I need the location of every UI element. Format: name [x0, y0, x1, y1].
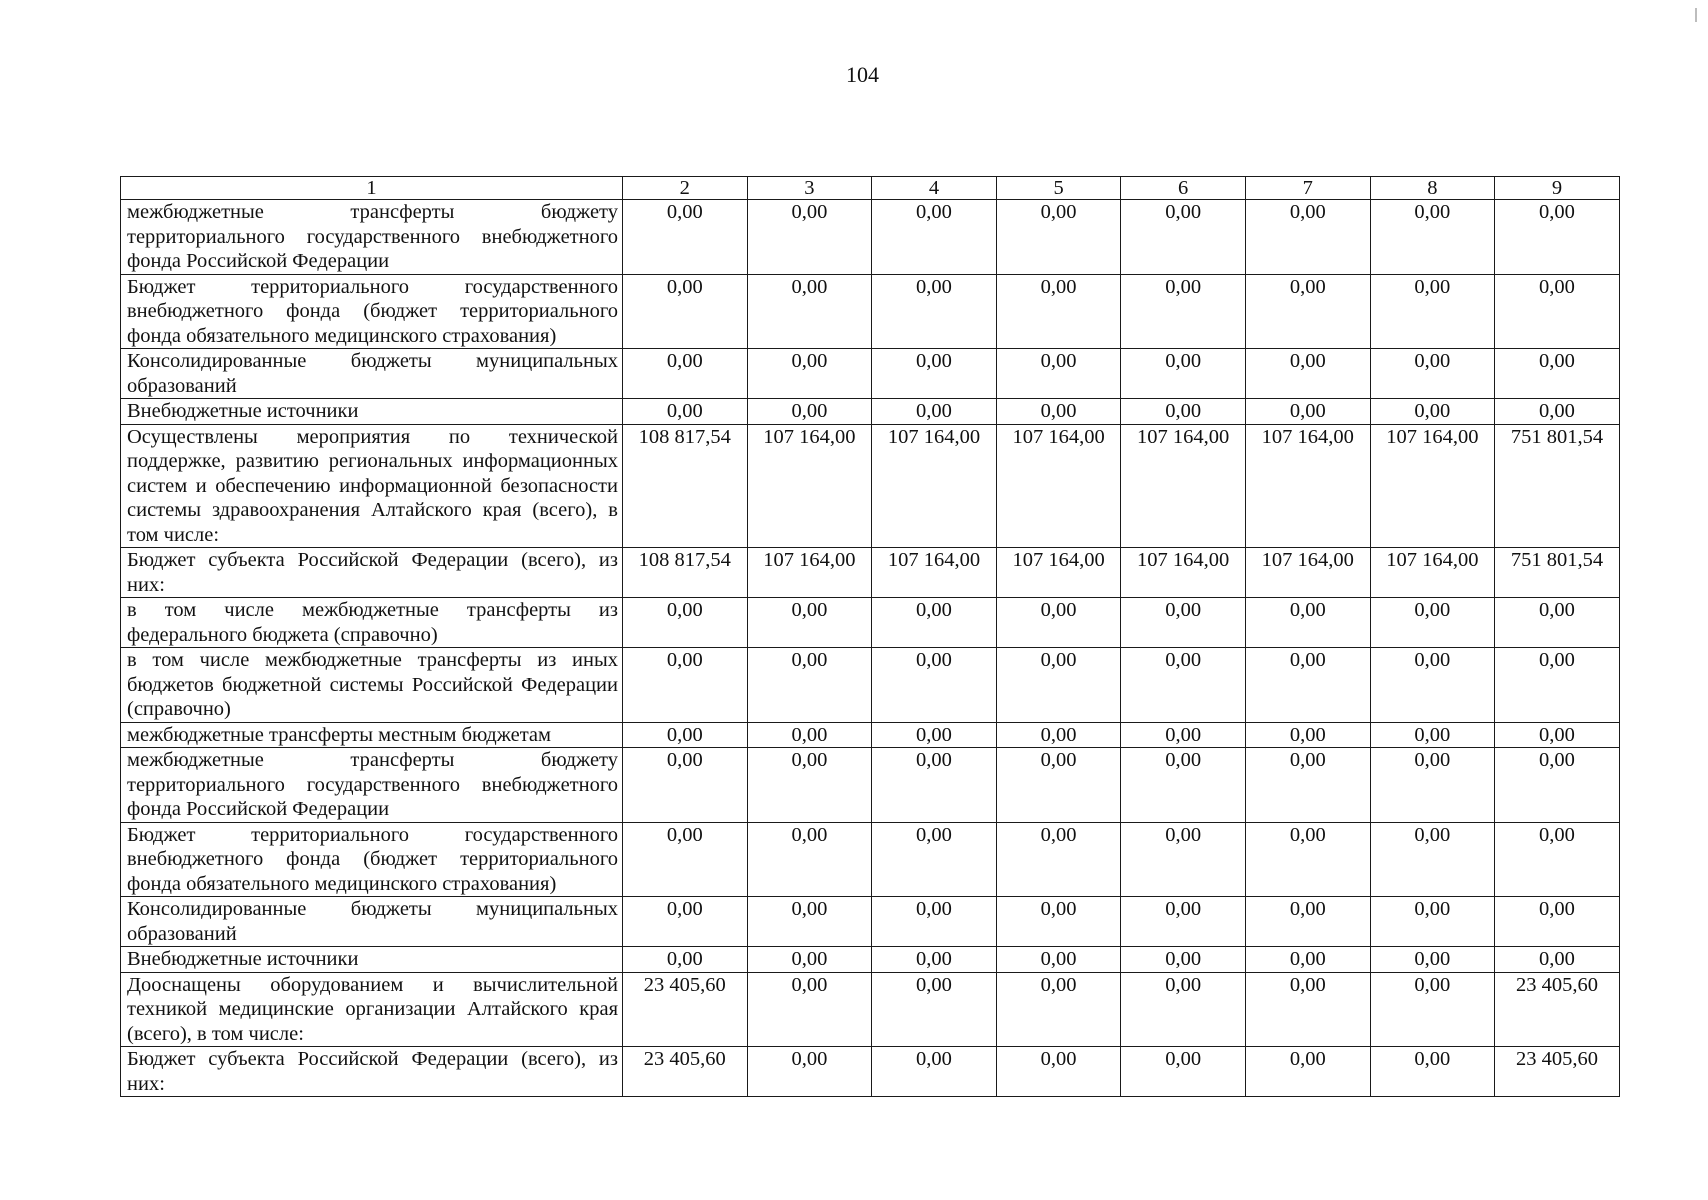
value-cell: 0,00: [1121, 598, 1246, 648]
value-cell: 0,00: [1370, 648, 1495, 723]
budget-table: [120, 176, 1620, 1097]
value-cell: 0,00: [1495, 897, 1620, 947]
table-row: [121, 722, 1620, 748]
value-cell: 0,00: [1370, 722, 1495, 748]
value-cell: 0,00: [872, 399, 997, 425]
table-row: [121, 349, 1620, 399]
value-cell: 0,00: [1370, 748, 1495, 823]
row-label: межбюджетные трансферты местным бюджетам: [121, 722, 623, 748]
value-cell: 0,00: [872, 947, 997, 973]
value-cell: 0,00: [1121, 648, 1246, 723]
row-label: Бюджет субъекта Российской Федерации (всего), из них:: [121, 1047, 623, 1097]
value-cell: 0,00: [1245, 897, 1370, 947]
value-cell: 0,00: [1370, 598, 1495, 648]
value-cell: 0,00: [1370, 399, 1495, 425]
value-cell: 107 164,00: [1370, 424, 1495, 548]
value-cell: 751 801,54: [1495, 424, 1620, 548]
value-cell: 0,00: [996, 722, 1121, 748]
value-cell: 0,00: [623, 399, 748, 425]
value-cell: 0,00: [1370, 274, 1495, 349]
value-cell: 0,00: [1495, 274, 1620, 349]
value-cell: 0,00: [747, 897, 872, 947]
value-cell: 0,00: [996, 947, 1121, 973]
value-cell: 0,00: [1245, 1047, 1370, 1097]
table-row: [121, 897, 1620, 947]
value-cell: 108 817,54: [623, 424, 748, 548]
value-cell: 0,00: [1495, 722, 1620, 748]
value-cell: 0,00: [872, 1047, 997, 1097]
row-label: межбюджетные трансферты бюджету территориального государственного внебюджетного фонда Российской Федерации: [121, 200, 623, 275]
column-header: 4: [872, 177, 997, 200]
value-cell: 751 801,54: [1495, 548, 1620, 598]
value-cell: 0,00: [1121, 274, 1246, 349]
table-row: [121, 748, 1620, 823]
value-cell: 0,00: [1245, 274, 1370, 349]
value-cell: 0,00: [1245, 349, 1370, 399]
value-cell: 0,00: [872, 722, 997, 748]
value-cell: 107 164,00: [747, 424, 872, 548]
value-cell: 0,00: [747, 399, 872, 425]
table-row: [121, 274, 1620, 349]
value-cell: 0,00: [872, 274, 997, 349]
row-label: Бюджет территориального государственного внебюджетного фонда (бюджет территориального фонда обязательного медицинского страхования): [121, 274, 623, 349]
row-label: Консолидированные бюджеты муниципальных образований: [121, 897, 623, 947]
value-cell: 0,00: [1370, 200, 1495, 275]
value-cell: 0,00: [872, 598, 997, 648]
value-cell: 0,00: [1245, 200, 1370, 275]
value-cell: 0,00: [872, 972, 997, 1047]
value-cell: 0,00: [747, 722, 872, 748]
value-cell: 107 164,00: [1245, 548, 1370, 598]
column-header: 1: [121, 177, 623, 200]
row-label: Дооснащены оборудованием и вычислительной техникой медицинские организации Алтайского края (всего), в том числе:: [121, 972, 623, 1047]
value-cell: 107 164,00: [872, 424, 997, 548]
value-cell: 0,00: [623, 722, 748, 748]
value-cell: 0,00: [623, 349, 748, 399]
value-cell: 0,00: [747, 1047, 872, 1097]
value-cell: 0,00: [1121, 897, 1246, 947]
column-header: 8: [1370, 177, 1495, 200]
row-label: в том числе межбюджетные трансферты из федерального бюджета (справочно): [121, 598, 623, 648]
table-row: [121, 598, 1620, 648]
column-header: 3: [747, 177, 872, 200]
value-cell: 0,00: [996, 274, 1121, 349]
value-cell: 0,00: [996, 972, 1121, 1047]
value-cell: 0,00: [1121, 748, 1246, 823]
table-header-row: [121, 177, 1620, 200]
value-cell: 0,00: [1245, 748, 1370, 823]
value-cell: 0,00: [747, 648, 872, 723]
value-cell: 0,00: [623, 897, 748, 947]
value-cell: 0,00: [1121, 722, 1246, 748]
value-cell: 0,00: [1370, 349, 1495, 399]
row-label: Бюджет территориального государственного внебюджетного фонда (бюджет территориального фонда обязательного медицинского страхования): [121, 822, 623, 897]
value-cell: 0,00: [1121, 399, 1246, 425]
table-row: [121, 548, 1620, 598]
value-cell: 0,00: [1495, 947, 1620, 973]
value-cell: 0,00: [872, 748, 997, 823]
value-cell: 0,00: [747, 200, 872, 275]
table-body: [121, 200, 1620, 1097]
value-cell: 0,00: [1495, 349, 1620, 399]
table-row: [121, 648, 1620, 723]
row-label: Бюджет субъекта Российской Федерации (всего), из них:: [121, 548, 623, 598]
value-cell: 0,00: [623, 947, 748, 973]
value-cell: 0,00: [623, 822, 748, 897]
value-cell: 107 164,00: [872, 548, 997, 598]
value-cell: 0,00: [1495, 748, 1620, 823]
value-cell: 107 164,00: [996, 548, 1121, 598]
column-header: 6: [1121, 177, 1246, 200]
table-row: [121, 200, 1620, 275]
value-cell: 0,00: [1245, 722, 1370, 748]
row-label: межбюджетные трансферты бюджету территориального государственного внебюджетного фонда Российской Федерации: [121, 748, 623, 823]
column-header: 9: [1495, 177, 1620, 200]
value-cell: 0,00: [747, 972, 872, 1047]
value-cell: 0,00: [1495, 200, 1620, 275]
value-cell: 0,00: [1245, 947, 1370, 973]
table-row: [121, 424, 1620, 548]
value-cell: 0,00: [996, 648, 1121, 723]
table-row: [121, 972, 1620, 1047]
value-cell: 0,00: [1245, 822, 1370, 897]
value-cell: 0,00: [996, 349, 1121, 399]
value-cell: 0,00: [1370, 897, 1495, 947]
scan-edge-mark: [1695, 8, 1697, 22]
value-cell: 0,00: [996, 1047, 1121, 1097]
value-cell: 0,00: [623, 648, 748, 723]
value-cell: 0,00: [1495, 399, 1620, 425]
value-cell: 107 164,00: [996, 424, 1121, 548]
value-cell: 0,00: [872, 822, 997, 897]
value-cell: 0,00: [1495, 648, 1620, 723]
value-cell: 0,00: [1121, 349, 1246, 399]
value-cell: 107 164,00: [1245, 424, 1370, 548]
value-cell: 0,00: [996, 598, 1121, 648]
value-cell: 0,00: [623, 200, 748, 275]
value-cell: 23 405,60: [623, 1047, 748, 1097]
row-label: в том числе межбюджетные трансферты из иных бюджетов бюджетной системы Российской Федерации (справочно): [121, 648, 623, 723]
column-header: 7: [1245, 177, 1370, 200]
value-cell: 0,00: [872, 648, 997, 723]
value-cell: 108 817,54: [623, 548, 748, 598]
value-cell: 0,00: [1245, 399, 1370, 425]
value-cell: 0,00: [996, 399, 1121, 425]
value-cell: 0,00: [1121, 200, 1246, 275]
value-cell: 0,00: [747, 598, 872, 648]
column-header: 2: [623, 177, 748, 200]
value-cell: 0,00: [1495, 598, 1620, 648]
row-label: Внебюджетные источники: [121, 399, 623, 425]
value-cell: 107 164,00: [1121, 548, 1246, 598]
table-row: [121, 1047, 1620, 1097]
value-cell: 0,00: [1370, 1047, 1495, 1097]
value-cell: 23 405,60: [1495, 1047, 1620, 1097]
value-cell: 0,00: [1121, 972, 1246, 1047]
column-header: 5: [996, 177, 1121, 200]
value-cell: 0,00: [623, 598, 748, 648]
value-cell: 0,00: [1370, 972, 1495, 1047]
row-label: Внебюджетные источники: [121, 947, 623, 973]
value-cell: 107 164,00: [1121, 424, 1246, 548]
table-row: [121, 399, 1620, 425]
table-row: [121, 822, 1620, 897]
value-cell: 0,00: [1121, 1047, 1246, 1097]
value-cell: 0,00: [747, 349, 872, 399]
value-cell: 0,00: [1245, 648, 1370, 723]
value-cell: 0,00: [872, 200, 997, 275]
value-cell: 0,00: [747, 748, 872, 823]
value-cell: 0,00: [1370, 822, 1495, 897]
value-cell: 0,00: [747, 947, 872, 973]
value-cell: 0,00: [996, 200, 1121, 275]
value-cell: 0,00: [872, 897, 997, 947]
value-cell: 107 164,00: [1370, 548, 1495, 598]
table-row: [121, 947, 1620, 973]
value-cell: 107 164,00: [747, 548, 872, 598]
value-cell: 0,00: [1245, 972, 1370, 1047]
value-cell: 0,00: [623, 274, 748, 349]
value-cell: 0,00: [747, 822, 872, 897]
value-cell: 0,00: [1495, 822, 1620, 897]
value-cell: 0,00: [1121, 947, 1246, 973]
value-cell: 0,00: [623, 748, 748, 823]
value-cell: 0,00: [996, 897, 1121, 947]
value-cell: 23 405,60: [1495, 972, 1620, 1047]
value-cell: 0,00: [747, 274, 872, 349]
value-cell: 0,00: [1245, 598, 1370, 648]
value-cell: 0,00: [872, 349, 997, 399]
value-cell: 0,00: [996, 822, 1121, 897]
value-cell: 0,00: [1121, 822, 1246, 897]
value-cell: 0,00: [1370, 947, 1495, 973]
row-label: Консолидированные бюджеты муниципальных образований: [121, 349, 623, 399]
row-label: Осуществлены мероприятия по технической поддержке, развитию региональных информационных систем и обеспечению информационной безопасности системы здравоохранения Алтайского края (всего), в том числе:: [121, 424, 623, 548]
value-cell: 23 405,60: [623, 972, 748, 1047]
page-number: 104: [846, 62, 879, 87]
value-cell: 0,00: [996, 748, 1121, 823]
